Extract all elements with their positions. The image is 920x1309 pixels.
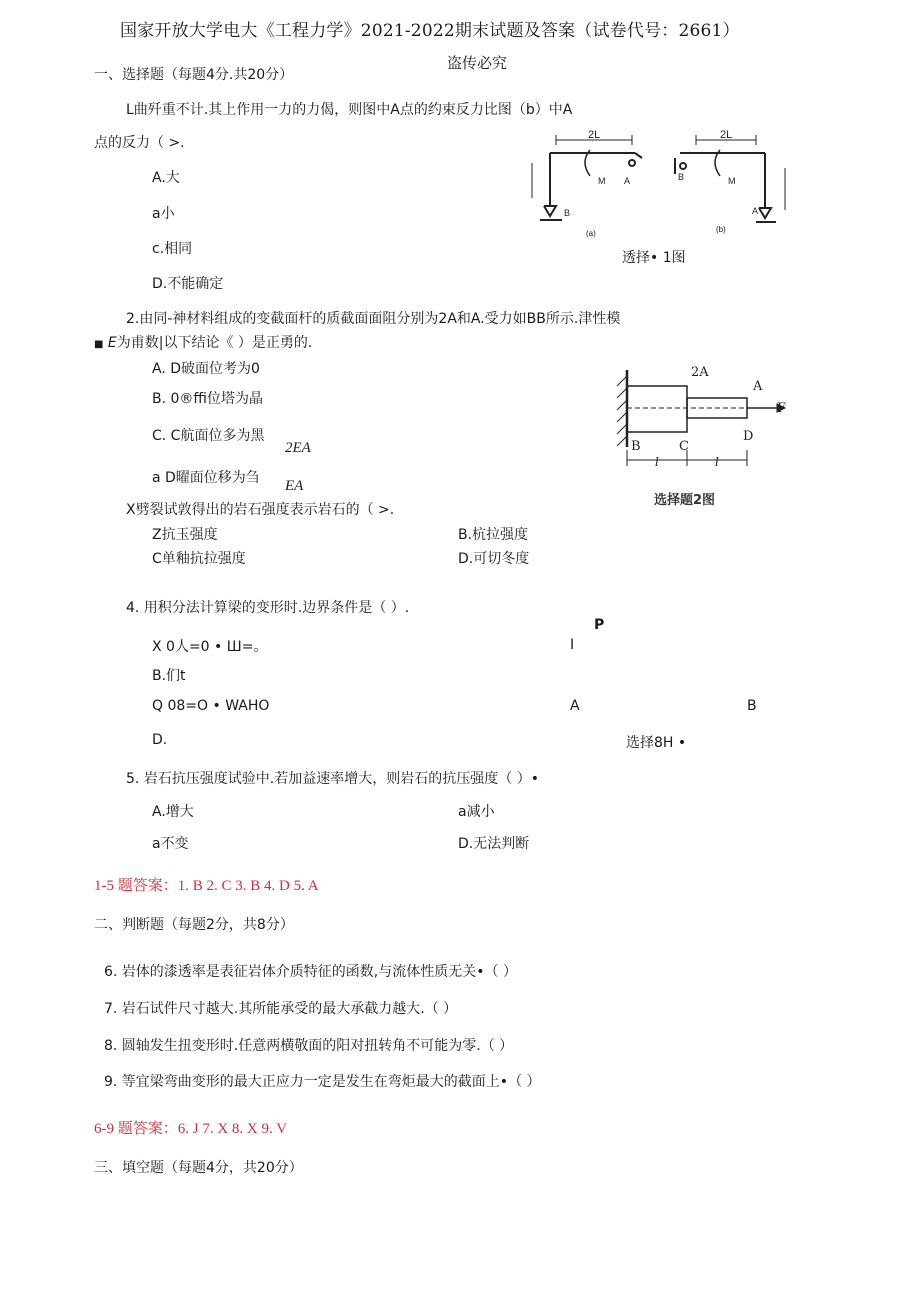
q5-stem: 5. 岩石抗压强度试验中.若加益速率增大，则岩石的抗压强度（ ）•: [126, 771, 539, 787]
q1-fig-b-b: B: [678, 172, 685, 182]
q1-fig-dim-a: 2L: [588, 129, 601, 141]
q2-option-b: B. 0®ffi位塔为晶: [152, 391, 263, 407]
q2-option-a: A. D破面位考为0: [152, 361, 260, 377]
q1-fig-sub-a: (a): [586, 229, 596, 238]
q2-figure-caption: 选择题2图: [654, 493, 716, 508]
q1-stem-line1: L曲歼重不计.其上作用一力的力偈，则图中A点的约束反力比图（b）中A: [126, 102, 573, 118]
q1-figure: [520, 128, 800, 238]
bullet-mark: ■: [94, 339, 104, 350]
q2-e-symbol: E: [107, 335, 117, 351]
q1-fig-m-b: M: [728, 176, 736, 186]
q2-option-d: a D曜面位移为刍: [152, 470, 260, 486]
judge-item-8: 8. 圆轴发生扭变形时.任意两横敬面的阳对扭转角不可能为零.（ ）: [104, 1038, 514, 1054]
q4-fig-b: B: [747, 698, 757, 714]
q2-frac-c: 2EA: [285, 440, 311, 456]
q3-option-b: B.杭拉强度: [458, 527, 529, 543]
answer-6-9: 6-9 题答案：6. J 7. X 8. X 9. V: [94, 1121, 288, 1137]
q5-option-d: D.无法判断: [458, 836, 530, 852]
q2-fig-f: F: [777, 401, 787, 416]
q1-fig-a-b: A: [752, 206, 759, 216]
q1-fig-dim-b: 2L: [720, 129, 733, 141]
q1-fig-b-a: B: [564, 208, 571, 218]
q2-fig-l2: l: [715, 455, 719, 469]
q3-option-d: D.可切冬度: [458, 551, 530, 567]
q2-figure: [605, 362, 795, 477]
q1-figure-caption: 透择• 1图: [622, 250, 686, 266]
q3-option-a: Z抗玉强度: [152, 527, 218, 543]
q3-stem: X劈裂试敦得出的岩石强度表示岩石的（ >.: [126, 502, 395, 518]
q5-option-a: A.增大: [152, 804, 194, 820]
q1-fig-m-a: M: [598, 176, 606, 186]
watermark-text: 盗传必究: [447, 56, 508, 72]
q2-fig-a: A: [753, 379, 763, 394]
q2-frac-d: EA: [285, 478, 304, 494]
q2-option-c: C. C航面位多为黑: [152, 428, 265, 444]
q4-option-d: D.: [152, 732, 168, 748]
q4-fig-bar: I: [570, 637, 575, 653]
page-title: 国家开放大学电大《工程力学》2021-2022期末试题及答案（试卷代号：2661）: [120, 21, 740, 41]
section2-heading: 二、判断题（每题2分，共8分）: [94, 917, 294, 933]
q2-fig-2a: 2A: [691, 365, 709, 380]
q2-fig-l1: l: [655, 455, 659, 469]
q2-fig-b: B: [631, 439, 641, 454]
q5-option-b: a减小: [458, 804, 495, 820]
q2-stem-line1: 2.由同-神材料组成的变截面杆的质截面面阻分别为2A和A.受力如BB所示.津性模: [126, 311, 621, 327]
q1-option-d: D.不能确定: [152, 276, 224, 292]
q4-fig-p: P: [594, 617, 605, 633]
q1-fig-a-a: A: [624, 176, 631, 186]
q4-option-b: B.们t: [152, 668, 186, 684]
q1-option-b: a小: [152, 206, 175, 222]
q4-fig-a: A: [570, 698, 580, 714]
q1-option-a: A.大: [152, 170, 180, 186]
q4-stem: 4. 用积分法计算梁的变形时.边界条件是（ ）.: [126, 600, 410, 616]
q1-fig-sub-b: (b): [716, 225, 726, 234]
q4-option-c: Q 08=O • WAHO: [152, 698, 270, 714]
section3-heading: 三、填空题（每题4分，共20分）: [94, 1160, 303, 1176]
q5-option-c: a不变: [152, 836, 189, 852]
judge-item-7: 7. 岩石试件尺寸越大.其所能承受的最大承截力越大.（ ）: [104, 1001, 458, 1017]
q2-fig-c: C: [679, 439, 689, 454]
q2-fig-d: D: [743, 429, 754, 444]
q1-option-c: c.相同: [152, 241, 193, 257]
judge-item-9: 9. 等宜梁弯曲变形的最大正应力一定是发生在弯炬最大的截面上•（ ）: [104, 1074, 541, 1090]
q4-figure-caption: 选择8H •: [626, 735, 687, 751]
answer-1-5: 1-5 题答案：1. B 2. C 3. B 4. D 5. A: [94, 878, 319, 894]
q3-option-c: C单釉抗拉强度: [152, 551, 246, 567]
section1-heading: 一、选择题（每题4分.共20分）: [94, 67, 294, 83]
q2-stem-line2-rest: 为甫数|以下结论《 ）是正勇的.: [116, 335, 313, 351]
judge-item-6: 6. 岩体的漆透率是表征岩体介质特征的函数,与流体性质无关•（ ）: [104, 964, 517, 980]
q1-stem-line2: 点的反力（ >.: [94, 135, 185, 151]
q2-stem-line2: [94, 332, 312, 352]
q4-option-a: X 0人=0 • Ш=。: [152, 639, 268, 655]
